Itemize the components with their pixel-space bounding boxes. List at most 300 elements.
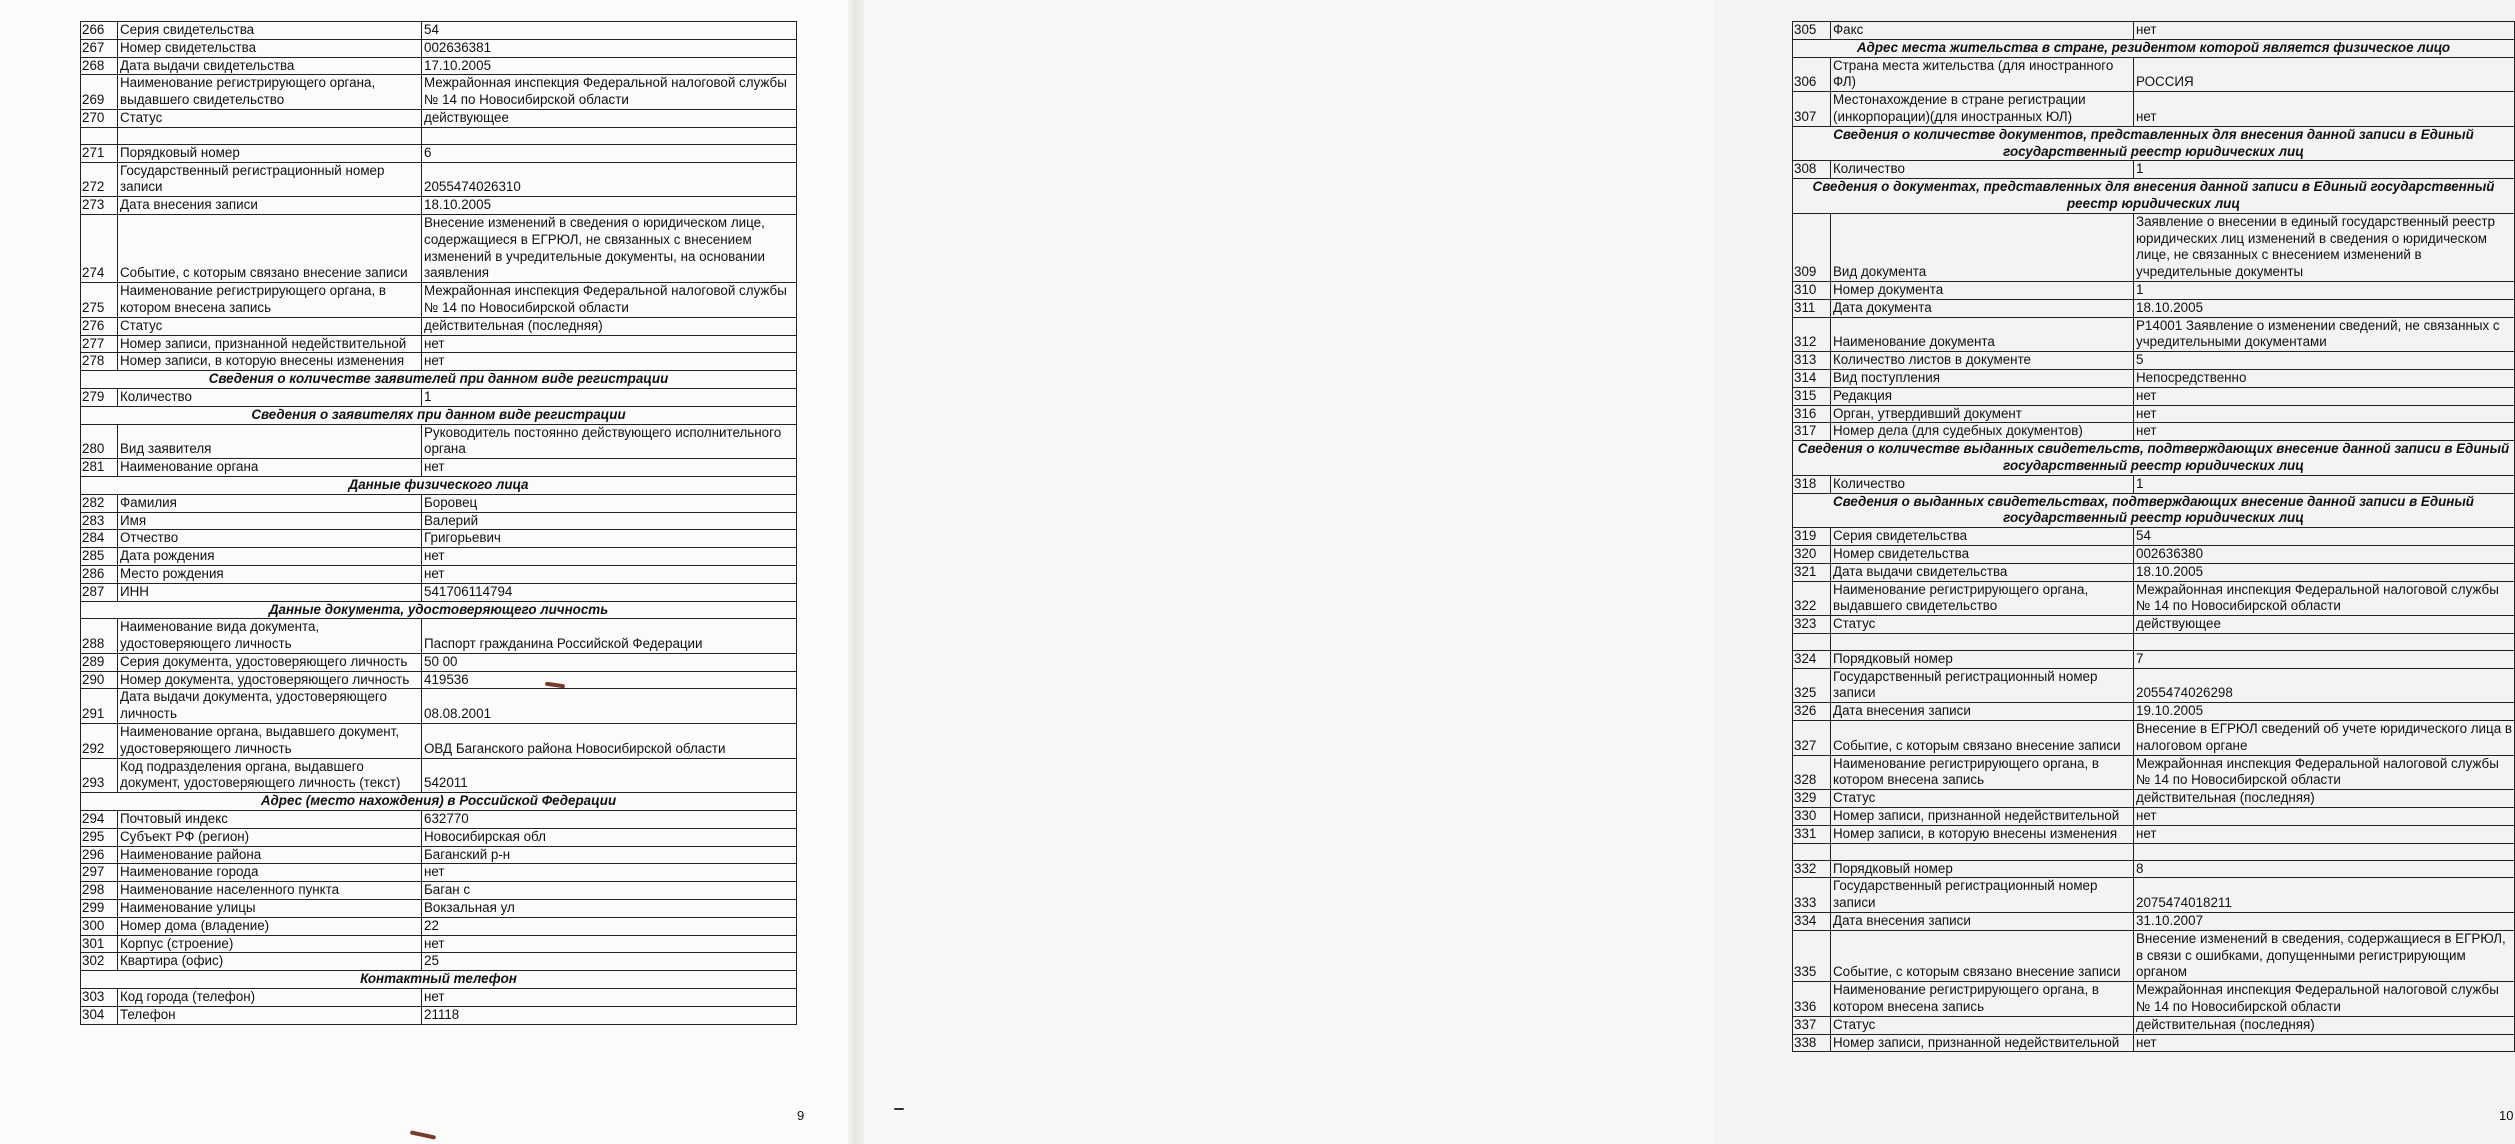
field-value: 1 bbox=[2134, 161, 2515, 179]
table-row bbox=[1793, 213, 2515, 281]
table-row bbox=[81, 548, 797, 566]
table-row bbox=[81, 619, 797, 654]
table-row bbox=[81, 335, 797, 353]
field-label: Орган, утвердивший документ bbox=[1831, 405, 2134, 423]
table-row bbox=[81, 512, 797, 530]
field-label: Государственный регистрационный номер записи bbox=[118, 162, 422, 197]
field-label: Наименование города bbox=[118, 864, 422, 882]
row-number: 266 bbox=[81, 22, 118, 40]
table-row bbox=[81, 917, 797, 935]
field-label: Номер записи, признанной недействительной bbox=[1831, 808, 2134, 826]
row-number: 307 bbox=[1793, 92, 1831, 127]
field-label: Почтовый индекс bbox=[118, 811, 422, 829]
field-label: Вид заявителя bbox=[118, 424, 422, 459]
row-number: 273 bbox=[81, 197, 118, 215]
field-value: нет bbox=[422, 335, 797, 353]
field-label: Порядковый номер bbox=[1831, 860, 2134, 878]
row-number: 278 bbox=[81, 353, 118, 371]
field-label: Порядковый номер bbox=[1831, 650, 2134, 668]
field-value: 50 00 bbox=[422, 653, 797, 671]
row-number: 305 bbox=[1793, 22, 1831, 40]
row-number: 282 bbox=[81, 494, 118, 512]
field-label: Наименование улицы bbox=[118, 900, 422, 918]
table-row bbox=[81, 583, 797, 601]
table-row bbox=[1793, 878, 2515, 913]
field-value: нет bbox=[422, 353, 797, 371]
field-label: Код города (телефон) bbox=[118, 989, 422, 1007]
row-number: 336 bbox=[1793, 982, 1831, 1017]
register-table-body bbox=[81, 22, 797, 1025]
row-number: 290 bbox=[81, 671, 118, 689]
table-row bbox=[1793, 475, 2515, 493]
section-heading: Сведения о заявителях при данном виде регистрации bbox=[81, 406, 797, 424]
field-value: Григорьевич bbox=[422, 530, 797, 548]
table-row bbox=[81, 109, 797, 127]
table-row bbox=[81, 689, 797, 724]
row-number: 296 bbox=[81, 846, 118, 864]
row-number: 331 bbox=[1793, 825, 1831, 843]
field-value: нет bbox=[2134, 1034, 2515, 1052]
field-value: 54 bbox=[422, 22, 797, 40]
table-row bbox=[1793, 982, 2515, 1017]
table-row bbox=[1793, 57, 2515, 92]
field-value: 6 bbox=[422, 144, 797, 162]
field-value: 08.08.2001 bbox=[422, 689, 797, 724]
field-value: Баган с bbox=[422, 882, 797, 900]
section-heading-row bbox=[81, 971, 797, 989]
table-row bbox=[1793, 825, 2515, 843]
table-row bbox=[1793, 423, 2515, 441]
separator-row bbox=[1793, 843, 2515, 860]
row-number: 268 bbox=[81, 57, 118, 75]
section-heading-row bbox=[81, 406, 797, 424]
field-label: Субъект РФ (регион) bbox=[118, 828, 422, 846]
field-label: Количество bbox=[1831, 475, 2134, 493]
table-row bbox=[1793, 281, 2515, 299]
field-value: действительная (последняя) bbox=[422, 317, 797, 335]
field-label: Количество листов в документе bbox=[1831, 352, 2134, 370]
section-heading: Адрес (место нахождения) в Российской Федерации bbox=[81, 793, 797, 811]
empty-cell bbox=[1793, 843, 1831, 860]
row-number: 283 bbox=[81, 512, 118, 530]
table-row bbox=[81, 75, 797, 110]
row-number: 279 bbox=[81, 388, 118, 406]
field-value: 17.10.2005 bbox=[422, 57, 797, 75]
row-number: 308 bbox=[1793, 161, 1831, 179]
table-row bbox=[81, 459, 797, 477]
table-row bbox=[1793, 387, 2515, 405]
row-number: 270 bbox=[81, 109, 118, 127]
row-number: 333 bbox=[1793, 878, 1831, 913]
field-label: Серия свидетельства bbox=[118, 22, 422, 40]
field-value: Межрайонная инспекция Федеральной налоговой службы № 14 по Новосибирской области bbox=[2134, 982, 2515, 1017]
empty-cell bbox=[1793, 633, 1831, 650]
row-number: 338 bbox=[1793, 1034, 1831, 1052]
row-number: 324 bbox=[1793, 650, 1831, 668]
field-label: Количество bbox=[118, 388, 422, 406]
field-value: Непосредственно bbox=[2134, 369, 2515, 387]
table-row bbox=[81, 989, 797, 1007]
table-row bbox=[1793, 369, 2515, 387]
field-label: Событие, с которым связано внесение записи bbox=[1831, 930, 2134, 981]
field-label: Дата документа bbox=[1831, 299, 2134, 317]
field-label: Факс bbox=[1831, 22, 2134, 40]
table-row bbox=[81, 494, 797, 512]
section-heading-row bbox=[1793, 179, 2515, 214]
field-label: Дата рождения bbox=[118, 548, 422, 566]
section-heading: Сведения о количестве заявителей при данном виде регистрации bbox=[81, 371, 797, 389]
field-label: Номер свидетельства bbox=[118, 39, 422, 57]
field-label: Событие, с которым связано внесение записи bbox=[1831, 721, 2134, 756]
field-label: Номер записи, признанной недействительной bbox=[1831, 1034, 2134, 1052]
table-row bbox=[1793, 808, 2515, 826]
field-value: Межрайонная инспекция Федеральной налоговой службы № 14 по Новосибирской области bbox=[2134, 755, 2515, 790]
field-label: Квартира (офис) bbox=[118, 953, 422, 971]
field-label: Вид документа bbox=[1831, 213, 2134, 281]
table-row bbox=[1793, 22, 2515, 40]
table-row bbox=[1793, 545, 2515, 563]
row-number: 294 bbox=[81, 811, 118, 829]
field-value: 2055474026298 bbox=[2134, 668, 2515, 703]
section-heading: Сведения о количестве выданных свидетельств, подтверждающих внесение данной записи в Единый государственный реестр юридических лиц bbox=[1793, 441, 2515, 476]
section-heading: Сведения о выданных свидетельствах, подтверждающих внесение данной записи в Единый государственный реестр юридических лиц bbox=[1793, 493, 2515, 528]
field-value: 18.10.2005 bbox=[422, 197, 797, 215]
section-heading-row bbox=[81, 793, 797, 811]
row-number: 272 bbox=[81, 162, 118, 197]
table-row bbox=[81, 144, 797, 162]
row-number: 314 bbox=[1793, 369, 1831, 387]
section-heading: Сведения о количестве документов, представленных для внесения данной записи в Единый государственный реестр юридических лиц bbox=[1793, 126, 2515, 161]
field-label: Место рождения bbox=[118, 565, 422, 583]
table-row bbox=[1793, 616, 2515, 634]
field-value: Паспорт гражданина Российской Федерации bbox=[422, 619, 797, 654]
row-number: 269 bbox=[81, 75, 118, 110]
field-label: Статус bbox=[1831, 616, 2134, 634]
table-row bbox=[81, 530, 797, 548]
field-label: Наименование регистрирующего органа, выдавшего свидетельство bbox=[1831, 581, 2134, 616]
row-number: 303 bbox=[81, 989, 118, 1007]
field-value: РОССИЯ bbox=[2134, 57, 2515, 92]
section-heading-row bbox=[81, 601, 797, 619]
field-label: Статус bbox=[118, 317, 422, 335]
row-number: 289 bbox=[81, 653, 118, 671]
field-value: нет bbox=[2134, 387, 2515, 405]
table-row bbox=[1793, 930, 2515, 981]
separator-row bbox=[81, 127, 797, 144]
row-number: 280 bbox=[81, 424, 118, 459]
field-label: Наименование населенного пункта bbox=[118, 882, 422, 900]
field-value: 25 bbox=[422, 953, 797, 971]
row-number: 295 bbox=[81, 828, 118, 846]
table-row bbox=[81, 882, 797, 900]
table-row bbox=[1793, 913, 2515, 931]
field-value: нет bbox=[422, 459, 797, 477]
row-number: 335 bbox=[1793, 930, 1831, 981]
row-number: 320 bbox=[1793, 545, 1831, 563]
section-heading-row bbox=[1793, 441, 2515, 476]
table-row bbox=[81, 653, 797, 671]
row-number: 302 bbox=[81, 953, 118, 971]
field-label: Номер свидетельства bbox=[1831, 545, 2134, 563]
section-heading: Данные документа, удостоверяющего личность bbox=[81, 601, 797, 619]
table-row bbox=[81, 828, 797, 846]
row-number: 299 bbox=[81, 900, 118, 918]
row-number: 312 bbox=[1793, 317, 1831, 352]
field-value: нет bbox=[2134, 22, 2515, 40]
register-table-right bbox=[1792, 21, 2515, 1052]
row-number: 330 bbox=[1793, 808, 1831, 826]
field-value: 1 bbox=[2134, 475, 2515, 493]
table-row bbox=[81, 317, 797, 335]
field-value: 542011 bbox=[422, 758, 797, 793]
page-right bbox=[856, 0, 2514, 1144]
table-row bbox=[1793, 755, 2515, 790]
row-number: 267 bbox=[81, 39, 118, 57]
page-left bbox=[0, 0, 856, 1144]
field-value: нет bbox=[422, 565, 797, 583]
field-value: 1 bbox=[2134, 281, 2515, 299]
field-value: 419536 bbox=[422, 671, 797, 689]
row-number: 332 bbox=[1793, 860, 1831, 878]
row-number: 326 bbox=[1793, 703, 1831, 721]
field-value: 21118 bbox=[422, 1006, 797, 1024]
field-label: Страна места жительства (для иностранного ФЛ) bbox=[1831, 57, 2134, 92]
table-row bbox=[1793, 161, 2515, 179]
field-label: Наименование документа bbox=[1831, 317, 2134, 352]
field-value: Вокзальная ул bbox=[422, 900, 797, 918]
row-number: 271 bbox=[81, 144, 118, 162]
register-table-left bbox=[80, 21, 797, 1025]
row-number: 298 bbox=[81, 882, 118, 900]
field-value: 7 bbox=[2134, 650, 2515, 668]
table-row bbox=[1793, 299, 2515, 317]
table-row bbox=[81, 162, 797, 197]
table-row bbox=[1793, 528, 2515, 546]
page-number: 9 bbox=[797, 1108, 805, 1123]
table-row bbox=[1793, 721, 2515, 756]
table-row bbox=[1793, 1034, 2515, 1052]
field-label: Дата внесения записи bbox=[118, 197, 422, 215]
separator-row bbox=[1793, 633, 2515, 650]
field-label: Наименование органа bbox=[118, 459, 422, 477]
field-value: 2055474026310 bbox=[422, 162, 797, 197]
field-value: Внесение изменений в сведения о юридическом лице, содержащиеся в ЕГРЮЛ, не связанных с внесением изменений в учредительные документы, на основании заявления bbox=[422, 214, 797, 282]
field-value: нет bbox=[422, 548, 797, 566]
field-value: 002636380 bbox=[2134, 545, 2515, 563]
empty-cell bbox=[81, 127, 118, 144]
table-row bbox=[81, 671, 797, 689]
row-number: 275 bbox=[81, 283, 118, 318]
field-value: 8 bbox=[2134, 860, 2515, 878]
table-row bbox=[81, 388, 797, 406]
field-label: Событие, с которым связано внесение записи bbox=[118, 214, 422, 282]
section-heading: Адрес места жительства в стране, резидентом которой является физическое лицо bbox=[1793, 39, 2515, 57]
field-value: 18.10.2005 bbox=[2134, 563, 2515, 581]
field-value: Внесение в ЕГРЮЛ сведений об учете юридического лица в налоговом органе bbox=[2134, 721, 2515, 756]
section-heading-row bbox=[1793, 493, 2515, 528]
table-row bbox=[1793, 668, 2515, 703]
field-value: нет bbox=[422, 935, 797, 953]
field-value: Заявление о внесении в единый государственный реестр юридических лиц изменений в сведения о юридическом лице, не связанных с внесением изменений в учредительные документы bbox=[2134, 213, 2515, 281]
empty-cell bbox=[2134, 633, 2515, 650]
row-number: 287 bbox=[81, 583, 118, 601]
table-row bbox=[1793, 352, 2515, 370]
field-value: нет bbox=[2134, 825, 2515, 843]
field-value: Баганский р-н bbox=[422, 846, 797, 864]
field-label: Наименование органа, выдавшего документ, удостоверяющего личность bbox=[118, 724, 422, 759]
field-label: Количество bbox=[1831, 161, 2134, 179]
field-label: Статус bbox=[1831, 1016, 2134, 1034]
empty-cell bbox=[118, 127, 422, 144]
field-label: Дата выдачи документа, удостоверяющего личность bbox=[118, 689, 422, 724]
section-heading-row bbox=[1793, 39, 2515, 57]
field-label: ИНН bbox=[118, 583, 422, 601]
table-row bbox=[81, 22, 797, 40]
field-value: 31.10.2007 bbox=[2134, 913, 2515, 931]
table-row bbox=[1793, 790, 2515, 808]
ink-mark bbox=[894, 1108, 904, 1110]
empty-cell bbox=[422, 127, 797, 144]
field-value: Межрайонная инспекция Федеральной налоговой службы № 14 по Новосибирской области bbox=[422, 75, 797, 110]
field-label: Наименование регистрирующего органа, выдавшего свидетельство bbox=[118, 75, 422, 110]
table-row bbox=[81, 353, 797, 371]
book-gutter bbox=[848, 0, 864, 1144]
row-number: 300 bbox=[81, 917, 118, 935]
section-heading-row bbox=[81, 476, 797, 494]
row-number: 318 bbox=[1793, 475, 1831, 493]
table-row bbox=[1793, 92, 2515, 127]
row-number: 293 bbox=[81, 758, 118, 793]
field-label: Государственный регистрационный номер записи bbox=[1831, 878, 2134, 913]
field-value: нет bbox=[422, 864, 797, 882]
table-row bbox=[1793, 1016, 2515, 1034]
field-value: 2075474018211 bbox=[2134, 878, 2515, 913]
field-value: нет bbox=[2134, 405, 2515, 423]
row-number: 288 bbox=[81, 619, 118, 654]
field-value: действительная (последняя) bbox=[2134, 790, 2515, 808]
row-number: 292 bbox=[81, 724, 118, 759]
row-number: 328 bbox=[1793, 755, 1831, 790]
field-value: 19.10.2005 bbox=[2134, 703, 2515, 721]
row-number: 321 bbox=[1793, 563, 1831, 581]
page-number: 10 bbox=[2499, 1108, 2514, 1123]
field-label: Номер записи, в которую внесены изменения bbox=[1831, 825, 2134, 843]
table-row bbox=[1793, 650, 2515, 668]
field-value: Р14001 Заявление о изменении сведений, не связанных с учредительными документами bbox=[2134, 317, 2515, 352]
section-heading-row bbox=[81, 371, 797, 389]
field-label: Корпус (строение) bbox=[118, 935, 422, 953]
field-label: Наименование регистрирующего органа, в котором внесена запись bbox=[1831, 755, 2134, 790]
row-number: 281 bbox=[81, 459, 118, 477]
empty-cell bbox=[2134, 843, 2515, 860]
row-number: 317 bbox=[1793, 423, 1831, 441]
row-number: 313 bbox=[1793, 352, 1831, 370]
field-value: Межрайонная инспекция Федеральной налоговой службы № 14 по Новосибирской области bbox=[422, 283, 797, 318]
field-value: действующее bbox=[2134, 616, 2515, 634]
field-label: Государственный регистрационный номер записи bbox=[1831, 668, 2134, 703]
table-row bbox=[81, 57, 797, 75]
register-table-body bbox=[1793, 22, 2515, 1052]
field-label: Дата внесения записи bbox=[1831, 913, 2134, 931]
table-row bbox=[81, 864, 797, 882]
table-row bbox=[81, 214, 797, 282]
field-value: 541706114794 bbox=[422, 583, 797, 601]
row-number: 301 bbox=[81, 935, 118, 953]
section-heading-row bbox=[1793, 126, 2515, 161]
field-value: 5 bbox=[2134, 352, 2515, 370]
table-row bbox=[81, 724, 797, 759]
row-number: 337 bbox=[1793, 1016, 1831, 1034]
row-number: 327 bbox=[1793, 721, 1831, 756]
empty-cell bbox=[1831, 633, 2134, 650]
row-number: 325 bbox=[1793, 668, 1831, 703]
row-number: 329 bbox=[1793, 790, 1831, 808]
row-number: 297 bbox=[81, 864, 118, 882]
field-value: 22 bbox=[422, 917, 797, 935]
field-label: Наименование регистрирующего органа, в котором внесена запись bbox=[118, 283, 422, 318]
table-row bbox=[1793, 581, 2515, 616]
field-value: Внесение изменений в сведения, содержащиеся в ЕГРЮЛ, в связи с ошибками, допущенными регистрирующим органом bbox=[2134, 930, 2515, 981]
table-row bbox=[1793, 317, 2515, 352]
field-label: Номер документа bbox=[1831, 281, 2134, 299]
table-row bbox=[81, 39, 797, 57]
field-value: нет bbox=[2134, 423, 2515, 441]
field-value: 1 bbox=[422, 388, 797, 406]
field-label: Редакция bbox=[1831, 387, 2134, 405]
row-number: 284 bbox=[81, 530, 118, 548]
field-label: Статус bbox=[1831, 790, 2134, 808]
table-row bbox=[81, 811, 797, 829]
table-row bbox=[81, 900, 797, 918]
field-label: Серия документа, удостоверяющего личность bbox=[118, 653, 422, 671]
row-number: 286 bbox=[81, 565, 118, 583]
table-row bbox=[81, 758, 797, 793]
field-label: Серия свидетельства bbox=[1831, 528, 2134, 546]
field-label: Дата выдачи свидетельства bbox=[118, 57, 422, 75]
row-number: 276 bbox=[81, 317, 118, 335]
row-number: 277 bbox=[81, 335, 118, 353]
section-heading: Данные физического лица bbox=[81, 476, 797, 494]
empty-cell bbox=[1831, 843, 2134, 860]
field-value: 54 bbox=[2134, 528, 2515, 546]
table-row bbox=[1793, 563, 2515, 581]
table-row bbox=[81, 953, 797, 971]
field-label: Наименование района bbox=[118, 846, 422, 864]
table-row bbox=[81, 1006, 797, 1024]
row-number: 274 bbox=[81, 214, 118, 282]
field-label: Наименование регистрирующего органа, в котором внесена запись bbox=[1831, 982, 2134, 1017]
field-value: действующее bbox=[422, 109, 797, 127]
table-row bbox=[81, 565, 797, 583]
field-value: Боровец bbox=[422, 494, 797, 512]
field-label: Телефон bbox=[118, 1006, 422, 1024]
field-label: Номер дела (для судебных документов) bbox=[1831, 423, 2134, 441]
field-value: нет bbox=[2134, 92, 2515, 127]
field-value: 632770 bbox=[422, 811, 797, 829]
field-value: Новосибирская обл bbox=[422, 828, 797, 846]
table-row bbox=[1793, 703, 2515, 721]
table-row bbox=[81, 935, 797, 953]
section-heading: Контактный телефон bbox=[81, 971, 797, 989]
field-label: Дата выдачи свидетельства bbox=[1831, 563, 2134, 581]
field-value: Валерий bbox=[422, 512, 797, 530]
field-label: Дата внесения записи bbox=[1831, 703, 2134, 721]
field-label: Местонахождение в стране регистрации (инкорпорации)(для иностранных ЮЛ) bbox=[1831, 92, 2134, 127]
field-value: 002636381 bbox=[422, 39, 797, 57]
field-label: Отчество bbox=[118, 530, 422, 548]
field-label: Имя bbox=[118, 512, 422, 530]
row-number: 323 bbox=[1793, 616, 1831, 634]
